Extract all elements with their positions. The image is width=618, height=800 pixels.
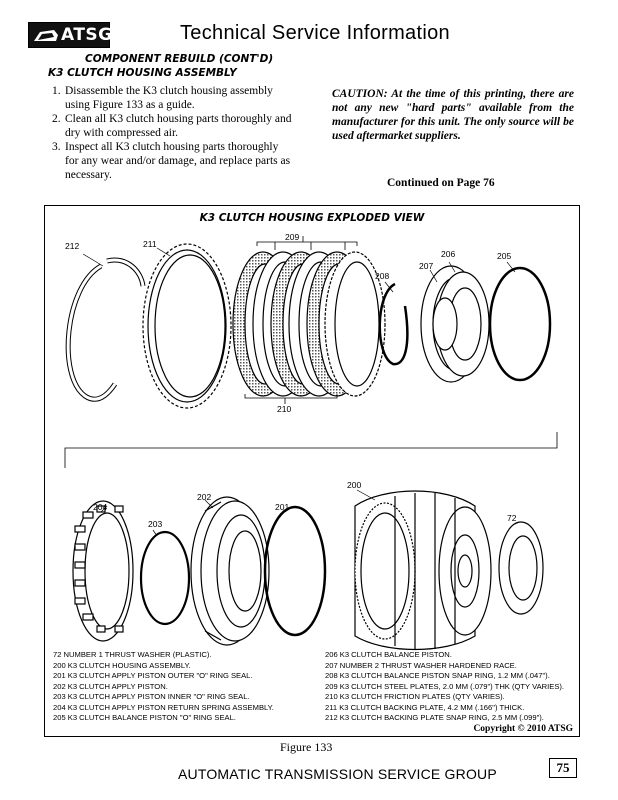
legend-item: 72 NUMBER 1 THRUST WASHER (PLASTIC). [53, 650, 212, 659]
callout-212: 212 [65, 241, 80, 251]
callout-72: 72 [507, 513, 517, 523]
legend-item: 210 K3 CLUTCH FRICTION PLATES (QTY VARIES). [325, 692, 505, 701]
callout-204: 204 [93, 502, 108, 512]
exploded-view-figure [44, 205, 580, 737]
procedure-steps [52, 84, 292, 182]
legend-item: 204 K3 CLUTCH APPLY PISTON RETURN SPRING ASSEMBLY. [53, 702, 274, 712]
clutch-housing-200 [355, 491, 491, 650]
legend-item: 203 K3 CLUTCH APPLY PISTON INNER "O" RING SEAL. [53, 692, 250, 701]
legend-item: 209 K3 CLUTCH STEEL PLATES, 2.0 MM (.079") THK (QTY VARIES). [325, 681, 565, 691]
legend-right [325, 650, 564, 724]
copyright-notice: Copyright © 2010 ATSG [473, 724, 573, 734]
legend-item: 206 K3 CLUTCH BALANCE PISTON. [325, 650, 452, 659]
logo-text: ATSG [61, 25, 113, 45]
callout-201: 201 [275, 502, 290, 512]
apply-piston-202 [191, 497, 269, 645]
callout-208: 208 [375, 271, 390, 281]
legend-item: 202 K3 CLUTCH APPLY PISTON. [53, 681, 168, 691]
balance-piston-206-207 [421, 266, 489, 382]
legend-item: 212 K3 CLUTCH BACKING PLATE SNAP RING, 2.5 MM (.099"). [325, 713, 544, 722]
clutch-pack-209-210 [233, 252, 385, 396]
legend-left [53, 650, 274, 724]
legend-item: 200 K3 CLUTCH HOUSING ASSEMBLY. [53, 660, 191, 670]
legend-item: 201 K3 CLUTCH APPLY PISTON OUTER "O" RING SEAL. [53, 671, 253, 680]
connector-line [65, 432, 557, 468]
step-item: 3. Inspect all K3 clutch housing parts thoroughly for any wear and/or damage, and replace parts as necessary. [52, 141, 291, 181]
continued-link[interactable]: Continued on Page 76 [387, 177, 495, 189]
callout-206: 206 [441, 249, 456, 259]
callout-202: 202 [197, 492, 212, 502]
o-ring-205 [490, 268, 550, 380]
thrust-washer-72 [499, 522, 543, 614]
legend-item: 211 K3 CLUTCH BACKING PLATE, 4.2 MM (.166") THICK. [325, 702, 525, 712]
step-item: 1. Disassemble the K3 clutch housing assembly using Figure 133 as a guide. [52, 85, 273, 111]
page-header-title: Technical Service Information [180, 22, 450, 44]
caution-note: CAUTION: At the time of this printing, there are not any new "hard parts" available from the manufacturer for this unit. The only source will be used aftermarket suppliers. [332, 88, 574, 142]
callout-205: 205 [497, 251, 512, 261]
section-subtitle: K3 CLUTCH HOUSING ASSEMBLY [48, 67, 237, 79]
section-title: COMPONENT REBUILD (CONT'D) [85, 53, 274, 65]
callout-200: 200 [347, 480, 362, 490]
o-ring-201 [265, 507, 325, 635]
figure-title: K3 CLUTCH HOUSING EXPLODED VIEW [199, 212, 425, 224]
return-spring-204 [73, 501, 133, 641]
step-item: 2. Clean all K3 clutch housing parts thoroughly and dry with compressed air. [52, 113, 292, 139]
footer-text: AUTOMATIC TRANSMISSION SERVICE GROUP [178, 766, 497, 782]
callout-bracket-209 [257, 236, 357, 250]
atsg-logo [28, 22, 113, 48]
legend-item: 208 K3 CLUTCH BALANCE PISTON SNAP RING, 1.2 MM (.047"). [325, 671, 550, 680]
car-icon [32, 26, 60, 46]
callout-210: 210 [277, 404, 292, 414]
backing-plate-211 [143, 244, 231, 408]
page-number: 75 [549, 758, 577, 778]
callout-207: 207 [419, 261, 434, 271]
callout-211: 211 [143, 239, 157, 249]
legend-item: 205 K3 CLUTCH BALANCE PISTON "O" RING SEAL. [53, 713, 236, 722]
o-ring-203 [141, 532, 189, 624]
callout-203: 203 [148, 519, 163, 529]
snap-ring-212 [68, 260, 143, 399]
figure-caption: Figure 133 [280, 740, 333, 754]
legend-item: 207 NUMBER 2 THRUST WASHER HARDENED RACE. [325, 660, 517, 670]
callout-209: 209 [285, 232, 300, 242]
